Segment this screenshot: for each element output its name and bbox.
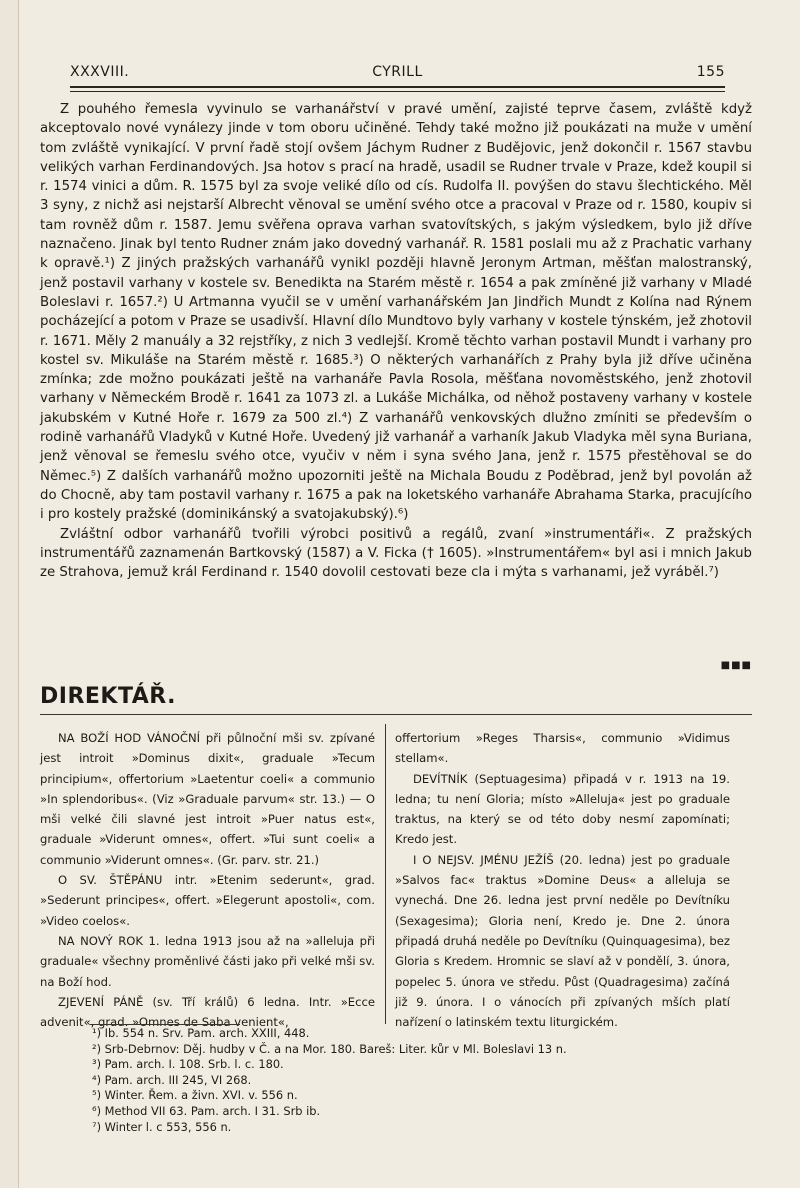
left-column [40,728,375,1032]
title-rule [40,714,752,715]
paragraph: Zvláštní odbor varhanářů tvořili výrobci positivů a regálů, zvaní »instrumentáři«. Z pražských instrumentářů zaznamenán Bartkovský (1587) a V. Ficka († 1605). »Instrumentářem« byl asi i mnich Jakub ze Strahova, jemuž král Ferdinand r. 1540 dovolil cestovati beze cla i mýta s varhanami, jež vyráběl.⁷) [40,526,752,581]
running-title: CYRILL [372,64,423,80]
footnote: ⁴) Pam. arch. III 245, VI 268. [92,1072,252,1087]
page-number: 155 [696,64,725,80]
footnote: ¹) Ib. 554 n. Srv. Pam. arch. XXIII, 448. [92,1026,310,1040]
column-paragraph: ZJEVENÍ PÁNĚ (sv. Tří králů) 6 ledna. Intr. »Ecce advenit«, grad. »Omnes de Saba venient«, [40,994,375,1030]
footnote: ⁶) Method VII 63. Pam. arch. I 31. Srb ib. [92,1103,321,1118]
running-header [70,64,725,88]
footnote: ³) Pam. arch. I. 108. Srb. l. c. 180. [92,1057,284,1072]
header-rule-thin [70,91,725,92]
footnotes [92,1026,740,1135]
section-ornament: ■■■ [720,660,752,671]
paragraph: Z pouhého řemesla vyvinulo se varhanářství v pravé umění, zajisté teprve časem, zvláště když akceptovalo nové vynálezy jinde v tom oboru učiněné. Tehdy také možno již poukázati na muže v umění tom zvláště vynikající. V první řadě stojí ovšem Jáchym Rudner z Budějovic, jenž dokončil r. 1567 stavbu velikých varhan Ferdinandových. Jsa hotov s prací na hradě, usadil se Rudner trvale v Praze, kdež koupil si r. 1574 vinici a dům. R. 1575 byl za svoje veliké dílo od cís. Rudolfa II. povýšen do stavu šlechtického. Měl 3 syny, z nichž asi nejstarší Albrecht věnoval se umění svého otce a pracoval v Praze od r. 1580, koupiv si tam rovněž dům r. 1587. Jemu svěřena oprava varhan svatovítských, s jakým výsledkem, bylo již dříve naznačeno. Jinak byl tento Rudner znám jako dovedný varhanář. R. 1581 poslali mu až z Prachatic varhany k opravě.¹) Z jiných pražských varhanářů vynikl později hlavně Jeronym Artman, měšťan malostranský, jenž postavil varhany v kostele sv. Benedikta na Starém městě r. 1654 a pak zmíněné již varhany v Mladé Boleslavi r. 1657.²) U Artmanna vyučil se v umění varhanářském Jan Jindřich Mundt z Kolína nad Rýnem pocházející a potom v Praze se usadivší. Hlavní dílo Mundtovo byly varhany v kostele týnském, jež zhotovil r. 1671. Měly 2 manuály a 32 rejstříky, z nich 3 vedlejší. Kromě těchto varhan postavil Mundt i varhany pro kostel sv. Mikuláše na Starém městě r. 1685.³) O některých varhanářích z Prahy byla již dříve učiněna zmínka; zde možno poukázati ještě na varhanáře Pavla Rosola, měšťana novoměstského, jenž zhotovil varhany v Německém Brodě r. 1641 za 1073 zl. a Lukáše Michálka, od něhož postaveny varhany v kostele jakubském v Kutné Hoře r. 1679 za 500 zl.⁴) Z varhanářů venkovských dlužno zmíniti se především o rodině varhanářů Vladyků v Kutné Hoře. Uvedený již varhanář a varhaník Jakub Vladyka měl syna Buriana, jenž věnoval se řemeslu svého otce, vyučiv v něm i syna svého Jana, jenž r. 1575 přestěhoval se do Němec.⁵) Z dalších varhanářů možno upozorniti ještě na Michala Boudu z Poděbrad, jenž byl povolán až do Chocně, aby tam postavil varhany r. 1675 a pak na loketského varhanáře Abrahama Starka, pracujícího i pro kostely pražské (dominikánský a svatojakubský).⁶) [40,102,752,523]
section-title: DIREKTÁŘ. [40,684,176,709]
footnote: ²) Srb-Debrnov: Děj. hudby v Č. a na Mor. 180. Bareš: Liter. kůr v Ml. Boleslavi 13 n. [92,1041,567,1056]
footnote: ⁵) Winter. Řem. a živn. XVI. v. 556 n. [92,1088,298,1103]
column-paragraph: DEVÍTNÍK (Septuagesima) připadá v r. 1913 na 19. ledna; tu není Gloria; místo »Alleluja« jest po graduale traktus, na který se od této doby nesmí zapomínati; Kredo jest. [395,771,730,847]
header-rule [70,86,725,88]
column-paragraph: O SV. ŠTĚPÁNU intr. »Etenim sederunt«, grad. »Sederunt principes«, offert. »Elegerunt apostoli«, com. »Video coelos«. [40,873,375,928]
column-paragraph: NA BOŽÍ HOD VÁNOČNÍ při půlnoční mši sv. zpívané jest introit »Dominus dixit«, graduale »Tecum principium«, offertorium »Laetentur coeli« a communio »In splendoribus«. (Viz »Graduale parvum« str. 13.) — O mši velké čili slavné jest introit »Puer natus est«, graduale »Viderunt omnes«, offert. »Tui sunt coeli« a communio »Viderunt omnes«. (Gr. parv. str. 21.) [40,731,375,867]
column-paragraph: offertorium »Reges Tharsis«, communio »Vidimus stellam«. [395,731,730,766]
column-divider [385,724,386,1024]
chapter-number: XXXVIII. [70,64,130,80]
main-text [40,100,752,582]
right-column [395,728,730,1032]
footnote: ⁷) Winter l. c 553, 556 n. [92,1119,232,1134]
column-paragraph: NA NOVÝ ROK 1. ledna 1913 jsou až na »alleluja při graduale« všechny proměnlivé části jako při velké mši sv. na Boží hod. [40,933,375,989]
footnote-rule [90,1024,240,1025]
column-paragraph: I O NEJSV. JMÉNU JEŽÍŠ (20. ledna) jest po graduale »Salvos fac« traktus »Domine Deus« a alleluja se vynechá. Dne 26. ledna jest první neděle po Devítníku (Sexagesima); Gloria není, Kredo je. Dne 2. února připadá druhá neděle po Devítníku (Quinquagesima), bez Gloria s Kredem. Hromnic se slaví až v pondělí, 3. února, popelec 5. února ve středu. Půst (Quadragesima) začíná již 9. února. I o vánocích při zpívaných mších platí nařízení o latinském textu liturgickém. [395,852,730,1030]
